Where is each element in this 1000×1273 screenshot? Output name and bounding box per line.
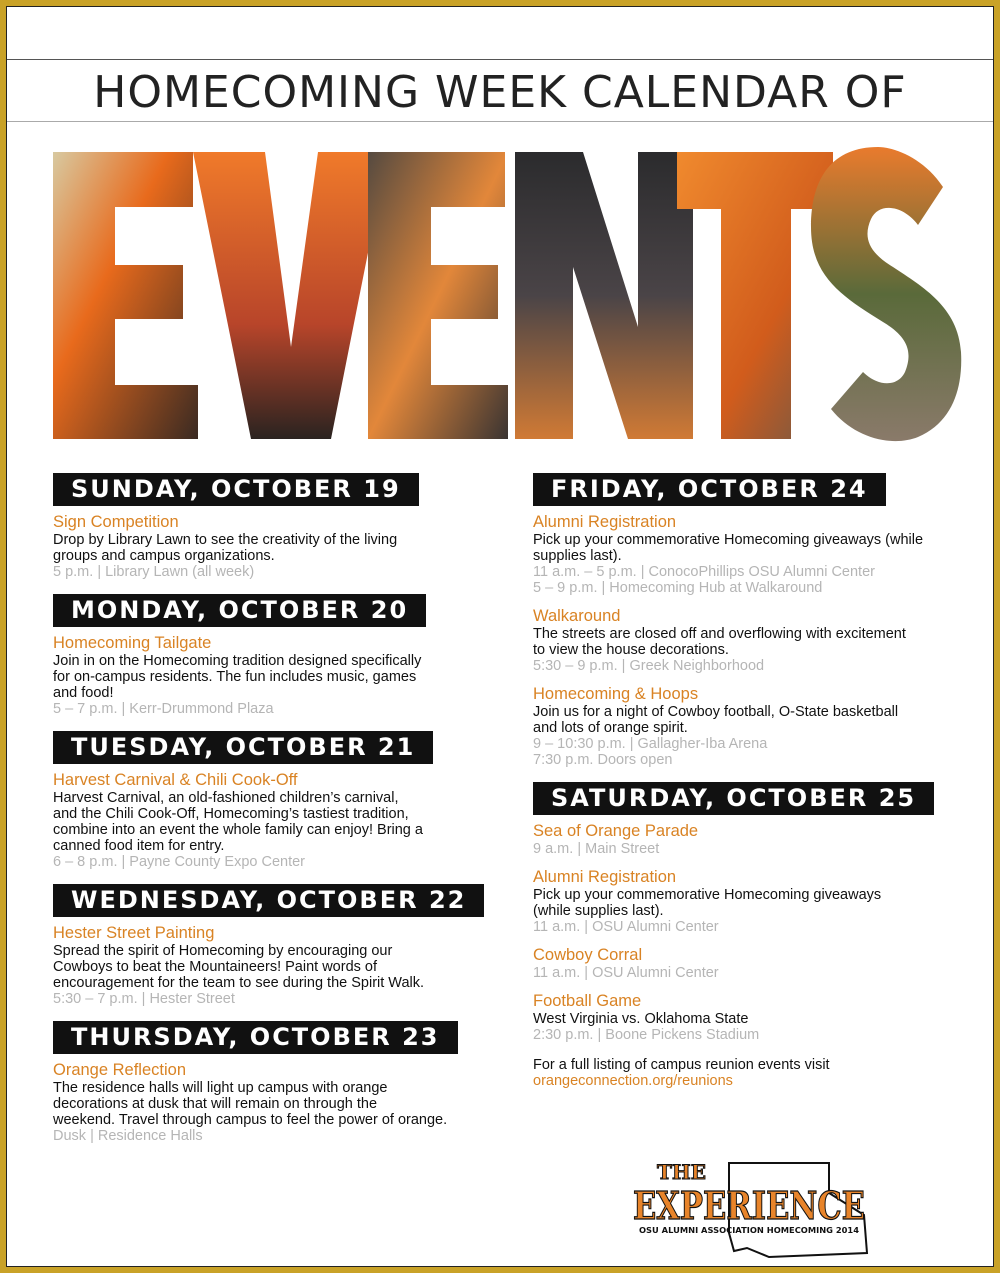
event-item <box>53 1060 493 1144</box>
events-letter-e2 <box>368 152 508 439</box>
event-title: Hester Street Painting <box>53 924 215 942</box>
event-item <box>53 633 493 717</box>
event-time-location: 5:30 – 9 p.m. | Greek Neighborhood <box>533 658 765 674</box>
day-section <box>533 782 963 1043</box>
day-heading: SUNDAY, OCTOBER 19 <box>53 473 419 506</box>
event-description: Pick up your commemorative Homecoming giveaways <box>533 887 882 903</box>
event-description: and the Chili Cook-Off, Homecoming’s tastiest tradition, <box>53 806 409 822</box>
event-description: Harvest Carnival, an old-fashioned children’s carnival, <box>53 790 399 806</box>
event-description: encouragement for the team to see during the Spirit Walk. <box>53 975 425 991</box>
day-section <box>53 473 493 580</box>
event-time-location: 5 – 7 p.m. | Kerr-Drummond Plaza <box>53 701 274 717</box>
event-time-location: 5:30 – 7 p.m. | Hester Street <box>53 991 235 1007</box>
day-heading: WEDNESDAY, OCTOBER 22 <box>53 884 484 917</box>
event-description: weekend. Travel through campus to feel the power of orange. <box>53 1112 448 1128</box>
event-description: Join us for a night of Cowboy football, O-State basketball <box>533 704 899 720</box>
reunion-link[interactable]: orangeconnection.org/reunions <box>533 1073 733 1089</box>
event-description: groups and campus organizations. <box>53 548 275 564</box>
event-title: Alumni Registration <box>533 513 677 531</box>
events-letter-v <box>193 152 388 439</box>
left-column <box>53 473 493 1158</box>
logo-tagline: OSU ALUMNI ASSOCIATION HOMECOMING 2014 <box>639 1226 860 1235</box>
event-title: Sign Competition <box>53 513 179 531</box>
logo-big-text: EXPERIENCE <box>633 1183 865 1228</box>
event-description: Pick up your commemorative Homecoming giveaways (while <box>533 532 924 548</box>
event-time-location: 2:30 p.m. | Boone Pickens Stadium <box>533 1027 760 1043</box>
event-description: and food! <box>53 685 114 701</box>
reunion-note: For a full listing of campus reunion events visit <box>533 1057 830 1073</box>
event-title: Cowboy Corral <box>533 946 643 964</box>
day-section <box>53 594 493 717</box>
event-description: to view the house decorations. <box>533 642 729 658</box>
event-description: canned food item for entry. <box>53 838 225 854</box>
event-description: Drop by Library Lawn to see the creativity of the living <box>53 532 398 548</box>
event-item <box>53 770 493 870</box>
event-time-location: 5 – 9 p.m. | Homecoming Hub at Walkaround <box>533 580 823 596</box>
title-rule <box>7 121 993 122</box>
event-title: Walkaround <box>533 607 621 625</box>
event-item <box>533 684 963 768</box>
events-letter-s <box>811 147 961 441</box>
event-description: Cowboys to beat the Mountaineers! Paint words of <box>53 959 378 975</box>
event-time-location: 6 – 8 p.m. | Payne County Expo Center <box>53 854 306 870</box>
event-description: (while supplies last). <box>533 903 664 919</box>
day-section <box>533 473 963 768</box>
event-title: Football Game <box>533 992 642 1010</box>
event-item <box>533 606 963 674</box>
event-title: Alumni Registration <box>533 868 677 886</box>
event-item <box>533 945 963 981</box>
event-time-location: 9 a.m. | Main Street <box>533 841 660 857</box>
event-time-location: 11 a.m. | OSU Alumni Center <box>533 965 719 981</box>
day-section <box>53 1021 493 1144</box>
event-description: decorations at dusk that will remain on through the <box>53 1096 378 1112</box>
event-item <box>533 991 963 1043</box>
event-description: The residence halls will light up campus with orange <box>53 1080 388 1096</box>
event-item <box>533 512 963 596</box>
day-heading: MONDAY, OCTOBER 20 <box>53 594 426 627</box>
event-time-location: 9 – 10:30 p.m. | Gallagher-Iba Arena <box>533 736 768 752</box>
event-time-location: 11 a.m. | OSU Alumni Center <box>533 919 719 935</box>
day-heading: TUESDAY, OCTOBER 21 <box>53 731 433 764</box>
event-description: Join in on the Homecoming tradition designed specifically <box>53 653 422 669</box>
day-heading: THURSDAY, OCTOBER 23 <box>53 1021 458 1054</box>
event-title: Sea of Orange Parade <box>533 822 699 840</box>
day-heading: FRIDAY, OCTOBER 24 <box>533 473 886 506</box>
event-description: combine into an event the whole family can enjoy! Bring a <box>53 822 423 838</box>
day-section <box>53 731 493 870</box>
event-description: and lots of orange spirit. <box>533 720 688 736</box>
events-letter-n <box>515 152 693 439</box>
event-title: Orange Reflection <box>53 1061 186 1079</box>
the-experience-logo <box>619 1153 879 1263</box>
event-time-location: 5 p.m. | Library Lawn (all week) <box>53 564 255 580</box>
event-item <box>53 512 493 580</box>
event-title: Homecoming & Hoops <box>533 685 699 703</box>
top-rule <box>7 59 993 60</box>
day-section <box>53 884 493 1007</box>
event-title: Harvest Carnival & Chili Cook-Off <box>53 771 298 789</box>
events-banner <box>43 147 963 447</box>
logo-small-text: THE <box>657 1160 707 1184</box>
event-description: The streets are closed off and overflowing with excitement <box>533 626 906 642</box>
event-item <box>533 867 963 935</box>
event-item <box>533 821 963 857</box>
event-item <box>53 923 493 1007</box>
right-column <box>533 473 963 1089</box>
event-description: Spread the spirit of Homecoming by encouraging our <box>53 943 393 959</box>
event-description: supplies last). <box>533 548 622 564</box>
day-heading: SATURDAY, OCTOBER 25 <box>533 782 934 815</box>
event-time-location: Dusk | Residence Halls <box>53 1128 203 1144</box>
poster <box>6 6 994 1267</box>
events-letter-e1 <box>53 152 198 439</box>
events-letter-t <box>677 152 833 439</box>
event-time-location: 11 a.m. – 5 p.m. | ConocoPhillips OSU Alumni Center <box>533 564 875 580</box>
event-time-location: 7:30 p.m. Doors open <box>533 752 673 768</box>
page-title: HOMECOMING WEEK CALENDAR OF <box>93 67 907 118</box>
event-title: Homecoming Tailgate <box>53 634 212 652</box>
event-description: for on-campus residents. The fun includes music, games <box>53 669 417 685</box>
event-description: West Virginia vs. Oklahoma State <box>533 1011 749 1027</box>
